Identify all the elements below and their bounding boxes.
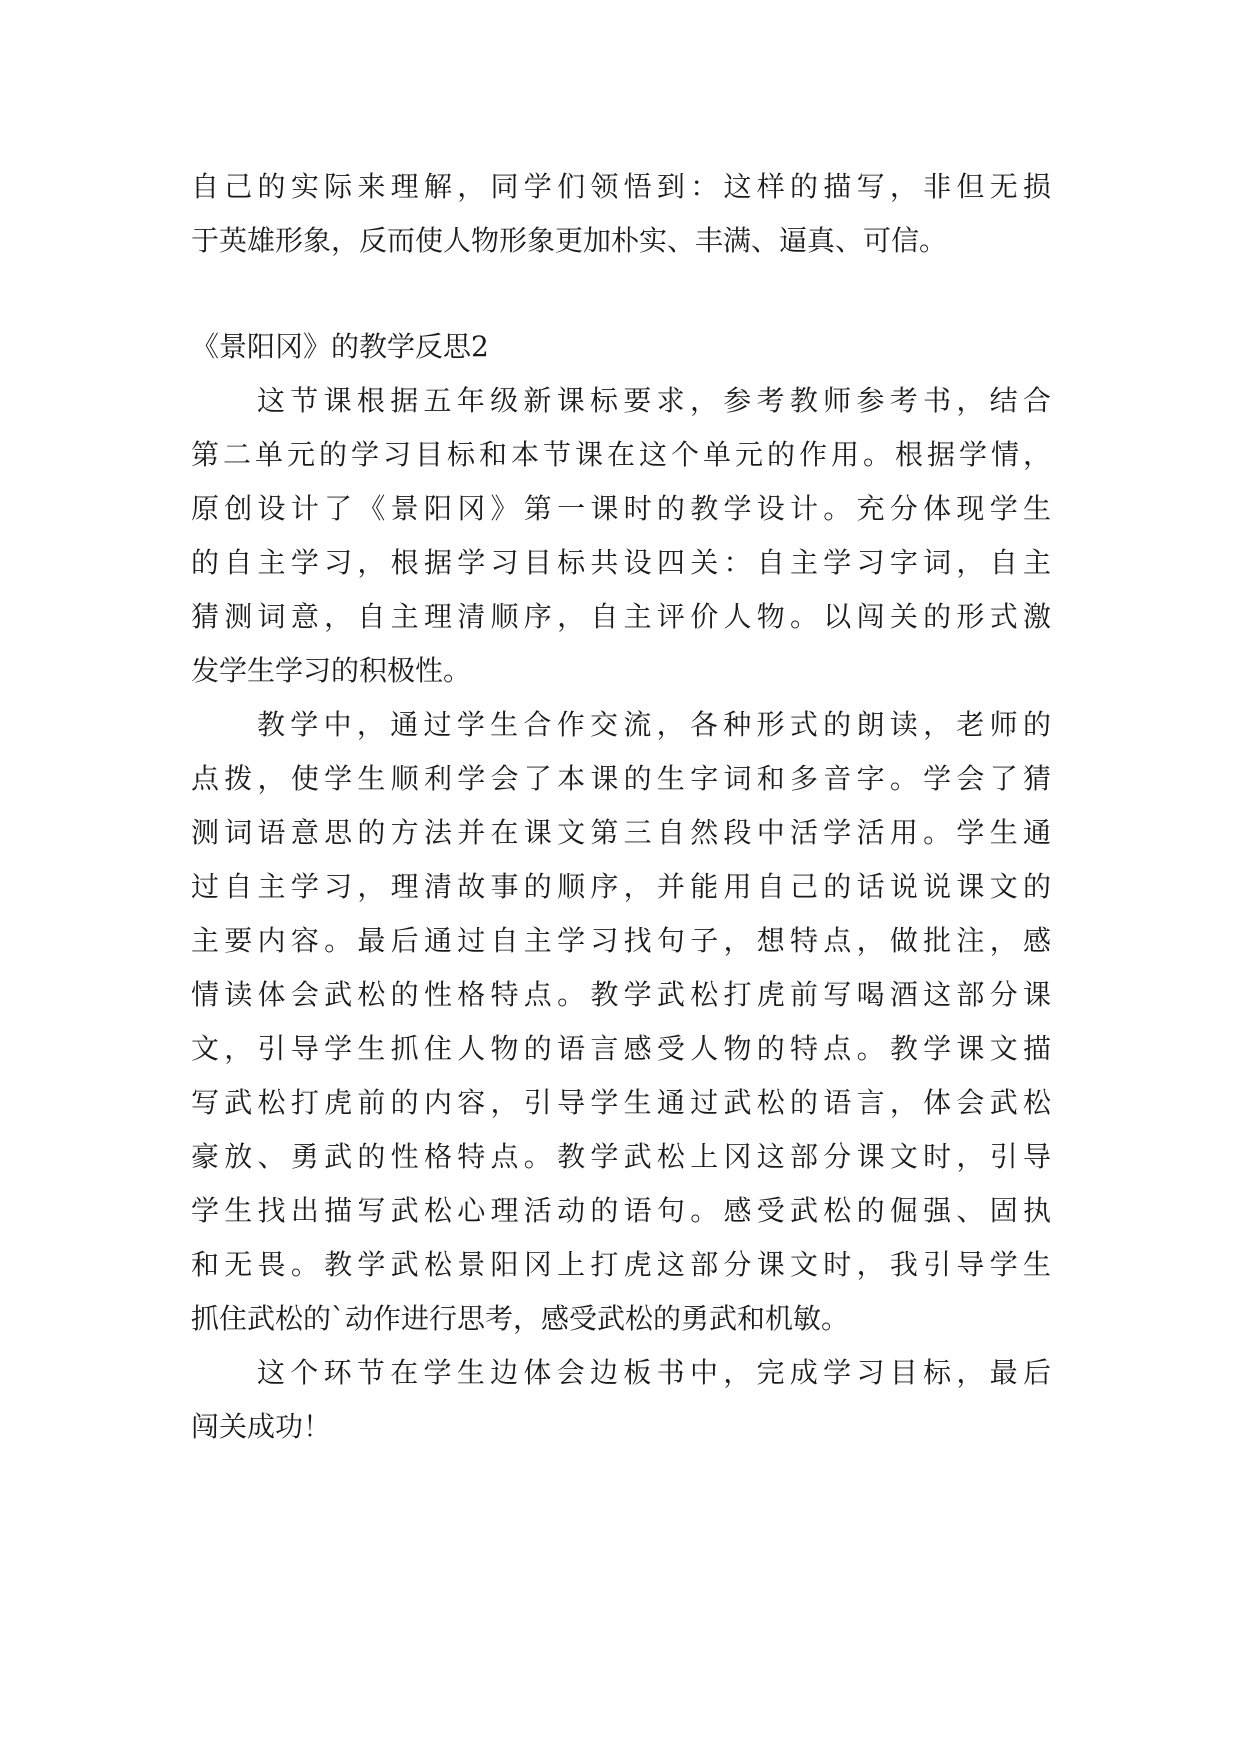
- paragraph-2: [191, 698, 1051, 1346]
- text-line: 教学中，通过学生合作交流，各种形式的朗读，老师的: [257, 708, 1051, 741]
- text-line: 原创设计了《景阳冈》第一课时的教学设计。充分体现学生: [191, 492, 1051, 525]
- text-line: 豪放、勇武的性格特点。教学武松上冈这部分课文时，引导: [191, 1140, 1051, 1173]
- text-line: 情读体会武松的性格特点。教学武松打虎前写喝酒这部分课: [191, 978, 1051, 1011]
- text-line: 写武松打虎前的内容，引导学生通过武松的语言，体会武松: [191, 1086, 1051, 1119]
- text-line: 文，引导学生抓住人物的语言感受人物的特点。教学课文描: [191, 1032, 1051, 1065]
- text-line: 第二单元的学习目标和本节课在这个单元的作用。根据学情，: [191, 438, 1051, 471]
- text-line: 闯关成功！: [191, 1410, 332, 1443]
- text-line: 和无畏。教学武松景阳冈上打虎这部分课文时，我引导学生: [191, 1248, 1051, 1281]
- text-line: 这节课根据五年级新课标要求，参考教师参考书，结合: [257, 384, 1051, 417]
- paragraph-1: [191, 374, 1051, 698]
- text-line: 发学生学习的积极性。: [191, 654, 472, 687]
- text-line: 主要内容。最后通过自主学习找句子，想特点，做批注，感: [191, 924, 1051, 957]
- document-page: [191, 160, 1051, 1454]
- text-line: 自己的实际来理解，同学们领悟到：这样的描写，非但无损: [191, 170, 1051, 203]
- text-line: 的自主学习，根据学习目标共设四关：自主学习字词，自主: [191, 546, 1051, 579]
- text-line: 过自主学习，理清故事的顺序，并能用自己的话说说课文的: [191, 870, 1051, 903]
- section-title: 《景阳冈》的教学反思2: [191, 330, 489, 363]
- intro-paragraph: [191, 160, 1051, 268]
- text-line: 猜测词意，自主理清顺序，自主评价人物。以闯关的形式激: [191, 600, 1051, 633]
- text-line: 这个环节在学生边体会边板书中，完成学习目标，最后: [257, 1356, 1051, 1389]
- text-line: 抓住武松的`动作进行思考，感受武松的勇武和机敏。: [191, 1302, 850, 1335]
- text-line: 于英雄形象，反而使人物形象更加朴实、丰满、逼真、可信。: [191, 224, 948, 257]
- text-line: 点拨，使学生顺利学会了本课的生字词和多音字。学会了猜: [191, 762, 1051, 795]
- paragraph-3: [191, 1346, 1051, 1454]
- text-line: 学生找出描写武松心理活动的语句。感受武松的倔强、固执: [191, 1194, 1051, 1227]
- text-line: 测词语意思的方法并在课文第三自然段中活学活用。学生通: [191, 816, 1051, 849]
